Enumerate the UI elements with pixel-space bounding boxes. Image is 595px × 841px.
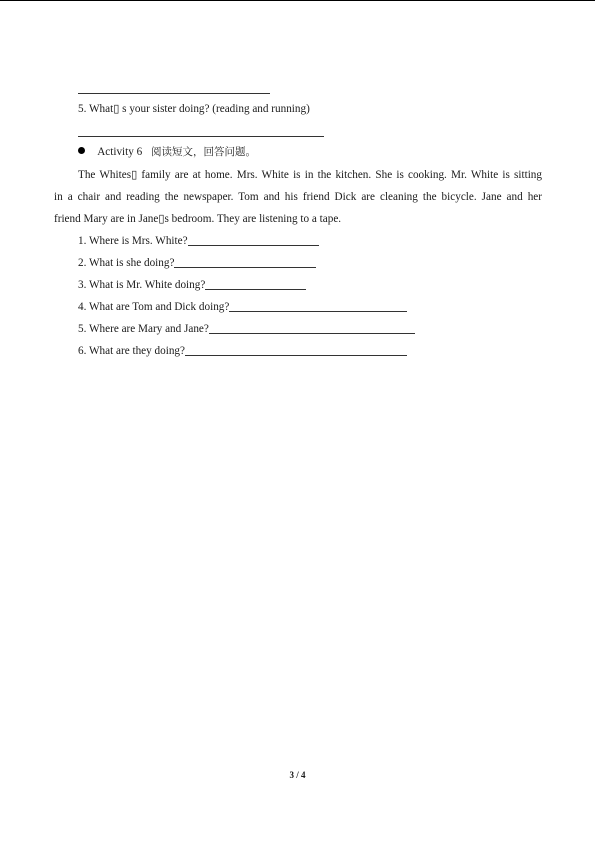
answer-line-q4[interactable] (78, 93, 270, 94)
question-2 (78, 256, 316, 270)
page-number: 3 / 4 (289, 770, 306, 780)
question-5 (78, 322, 415, 336)
question-6-text: 6. What are they doing? (78, 345, 185, 357)
passage-line-2: in a chair and reading the newspaper. Tom and his friend Dick are cleaning the bicycle. Jane and her (54, 191, 542, 203)
activity-header (78, 145, 256, 159)
question-4-text: 4. What are Tom and Dick doing? (78, 301, 230, 313)
answer-blank-1[interactable] (188, 234, 319, 246)
answer-blank-3[interactable] (205, 278, 306, 290)
answer-blank-5[interactable] (209, 322, 415, 334)
answer-blank-6[interactable] (185, 344, 407, 356)
answer-blank-4[interactable] (229, 300, 407, 312)
activity-label: Activity 6 (97, 146, 143, 158)
question-5-text: 5. Where are Mary and Jane? (78, 323, 209, 335)
question-6 (78, 344, 407, 358)
answer-line-q5[interactable] (78, 136, 324, 137)
top-border-rule (0, 0, 595, 1)
answer-blank-2[interactable] (174, 256, 316, 268)
question-3 (78, 278, 306, 292)
question-1 (78, 234, 319, 248)
bullet-icon (78, 147, 85, 154)
question-2-text: 2. What is she doing? (78, 257, 175, 269)
activity-instruction: 阅读短文，回答问题。 (151, 146, 257, 158)
passage-line-3: friend Mary are in Jane▯s bedroom. They are listening to a tape. (54, 213, 342, 225)
question-5-text: 5. What▯ s your sister doing? (reading and running) (78, 103, 310, 115)
question-3-text: 3. What is Mr. White doing? (78, 279, 206, 291)
question-4 (78, 300, 407, 314)
question-1-text: 1. Where is Mrs. White? (78, 235, 188, 247)
passage-line-1: The Whites▯ family are at home. Mrs. White is in the kitchen. She is cooking. Mr. White is sitting (78, 169, 542, 181)
